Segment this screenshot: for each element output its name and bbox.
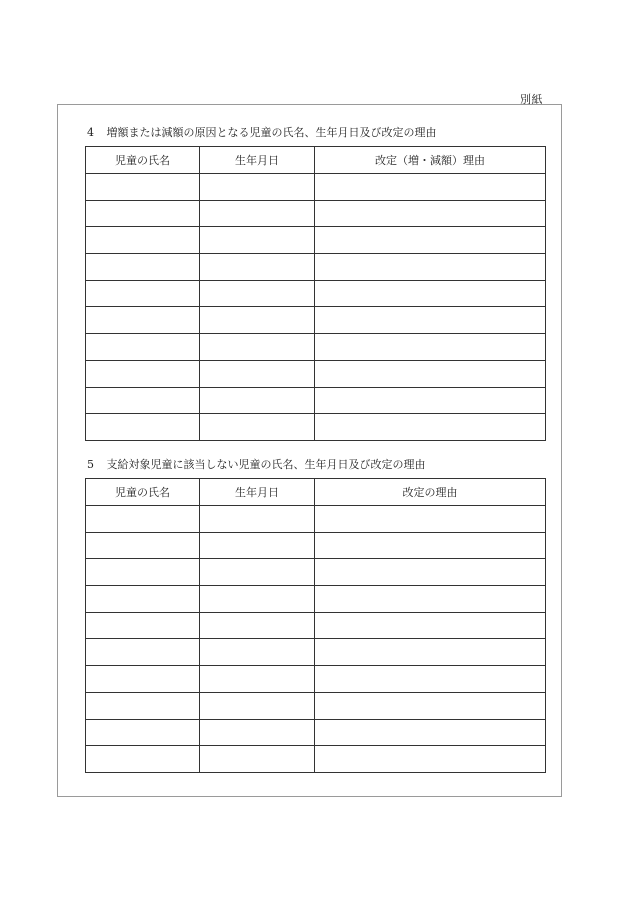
reason-cell[interactable] xyxy=(315,639,546,666)
table-row xyxy=(86,280,546,307)
birthdate-cell[interactable] xyxy=(200,692,315,719)
reason-cell[interactable] xyxy=(315,280,546,307)
child-name-cell[interactable] xyxy=(86,360,200,387)
section-5-number: 5 xyxy=(87,458,94,471)
child-name-cell[interactable] xyxy=(86,387,200,414)
reason-cell[interactable] xyxy=(315,360,546,387)
birthdate-cell[interactable] xyxy=(200,307,315,334)
birthdate-cell[interactable] xyxy=(200,227,315,254)
reason-cell[interactable] xyxy=(315,387,546,414)
child-name-cell[interactable] xyxy=(86,174,200,201)
section-4-heading xyxy=(87,124,437,140)
table-row xyxy=(86,200,546,227)
child-name-cell[interactable] xyxy=(86,307,200,334)
table-row xyxy=(86,532,546,559)
table-row xyxy=(86,227,546,254)
reason-cell[interactable] xyxy=(315,254,546,281)
table-row xyxy=(86,334,546,361)
table-row xyxy=(86,612,546,639)
child-name-cell[interactable] xyxy=(86,254,200,281)
birthdate-cell[interactable] xyxy=(200,586,315,613)
child-name-cell[interactable] xyxy=(86,666,200,693)
section-4-title: 増額または減額の原因となる児童の氏名、生年月日及び改定の理由 xyxy=(106,126,437,139)
section-4-number: 4 xyxy=(87,126,94,139)
section-5-table xyxy=(85,478,546,773)
table-row xyxy=(86,307,546,334)
table-row xyxy=(86,746,546,773)
table-row xyxy=(86,586,546,613)
birthdate-cell[interactable] xyxy=(200,254,315,281)
birthdate-cell[interactable] xyxy=(200,559,315,586)
child-name-cell[interactable] xyxy=(86,692,200,719)
table-row xyxy=(86,639,546,666)
table-row xyxy=(86,719,546,746)
child-name-cell[interactable] xyxy=(86,200,200,227)
section-4-table-body xyxy=(86,174,546,441)
child-name-cell[interactable] xyxy=(86,506,200,533)
section-5-table-body xyxy=(86,506,546,773)
section-5-title: 支給対象児童に該当しない児童の氏名、生年月日及び改定の理由 xyxy=(106,458,426,471)
birthdate-cell[interactable] xyxy=(200,746,315,773)
reason-cell[interactable] xyxy=(315,612,546,639)
reason-cell[interactable] xyxy=(315,586,546,613)
birthdate-cell[interactable] xyxy=(200,612,315,639)
birthdate-cell[interactable] xyxy=(200,387,315,414)
table-row xyxy=(86,387,546,414)
birthdate-cell[interactable] xyxy=(200,414,315,441)
child-name-cell[interactable] xyxy=(86,559,200,586)
reason-cell[interactable] xyxy=(315,559,546,586)
table-row xyxy=(86,559,546,586)
child-name-cell[interactable] xyxy=(86,586,200,613)
birthdate-cell[interactable] xyxy=(200,174,315,201)
reason-cell[interactable] xyxy=(315,746,546,773)
table-row xyxy=(86,174,546,201)
child-name-cell[interactable] xyxy=(86,280,200,307)
birthdate-cell[interactable] xyxy=(200,200,315,227)
birthdate-cell[interactable] xyxy=(200,360,315,387)
reason-cell[interactable] xyxy=(315,307,546,334)
table-row xyxy=(86,506,546,533)
reason-cell[interactable] xyxy=(315,414,546,441)
birthdate-cell[interactable] xyxy=(200,280,315,307)
child-name-cell[interactable] xyxy=(86,532,200,559)
child-name-cell[interactable] xyxy=(86,227,200,254)
child-name-cell[interactable] xyxy=(86,612,200,639)
column-header-reason: 改定の理由 xyxy=(315,479,546,506)
section-4-table xyxy=(85,146,546,441)
reason-cell[interactable] xyxy=(315,532,546,559)
column-header-birthdate: 生年月日 xyxy=(200,147,315,174)
column-header-child-name: 児童の氏名 xyxy=(86,147,200,174)
table-row xyxy=(86,666,546,693)
column-header-reason: 改定（増・減額）理由 xyxy=(315,147,546,174)
birthdate-cell[interactable] xyxy=(200,506,315,533)
birthdate-cell[interactable] xyxy=(200,719,315,746)
column-header-child-name: 児童の氏名 xyxy=(86,479,200,506)
reason-cell[interactable] xyxy=(315,506,546,533)
reason-cell[interactable] xyxy=(315,174,546,201)
table-row xyxy=(86,360,546,387)
table-row xyxy=(86,254,546,281)
column-header-birthdate: 生年月日 xyxy=(200,479,315,506)
child-name-cell[interactable] xyxy=(86,334,200,361)
reason-cell[interactable] xyxy=(315,666,546,693)
reason-cell[interactable] xyxy=(315,227,546,254)
birthdate-cell[interactable] xyxy=(200,639,315,666)
attachment-label: 別紙 xyxy=(520,93,543,106)
section-5-heading xyxy=(87,456,426,472)
table-header-row xyxy=(86,479,546,506)
reason-cell[interactable] xyxy=(315,200,546,227)
table-row xyxy=(86,692,546,719)
child-name-cell[interactable] xyxy=(86,746,200,773)
table-row xyxy=(86,414,546,441)
reason-cell[interactable] xyxy=(315,334,546,361)
birthdate-cell[interactable] xyxy=(200,334,315,361)
child-name-cell[interactable] xyxy=(86,414,200,441)
child-name-cell[interactable] xyxy=(86,719,200,746)
birthdate-cell[interactable] xyxy=(200,532,315,559)
birthdate-cell[interactable] xyxy=(200,666,315,693)
reason-cell[interactable] xyxy=(315,692,546,719)
child-name-cell[interactable] xyxy=(86,639,200,666)
table-header-row xyxy=(86,147,546,174)
reason-cell[interactable] xyxy=(315,719,546,746)
